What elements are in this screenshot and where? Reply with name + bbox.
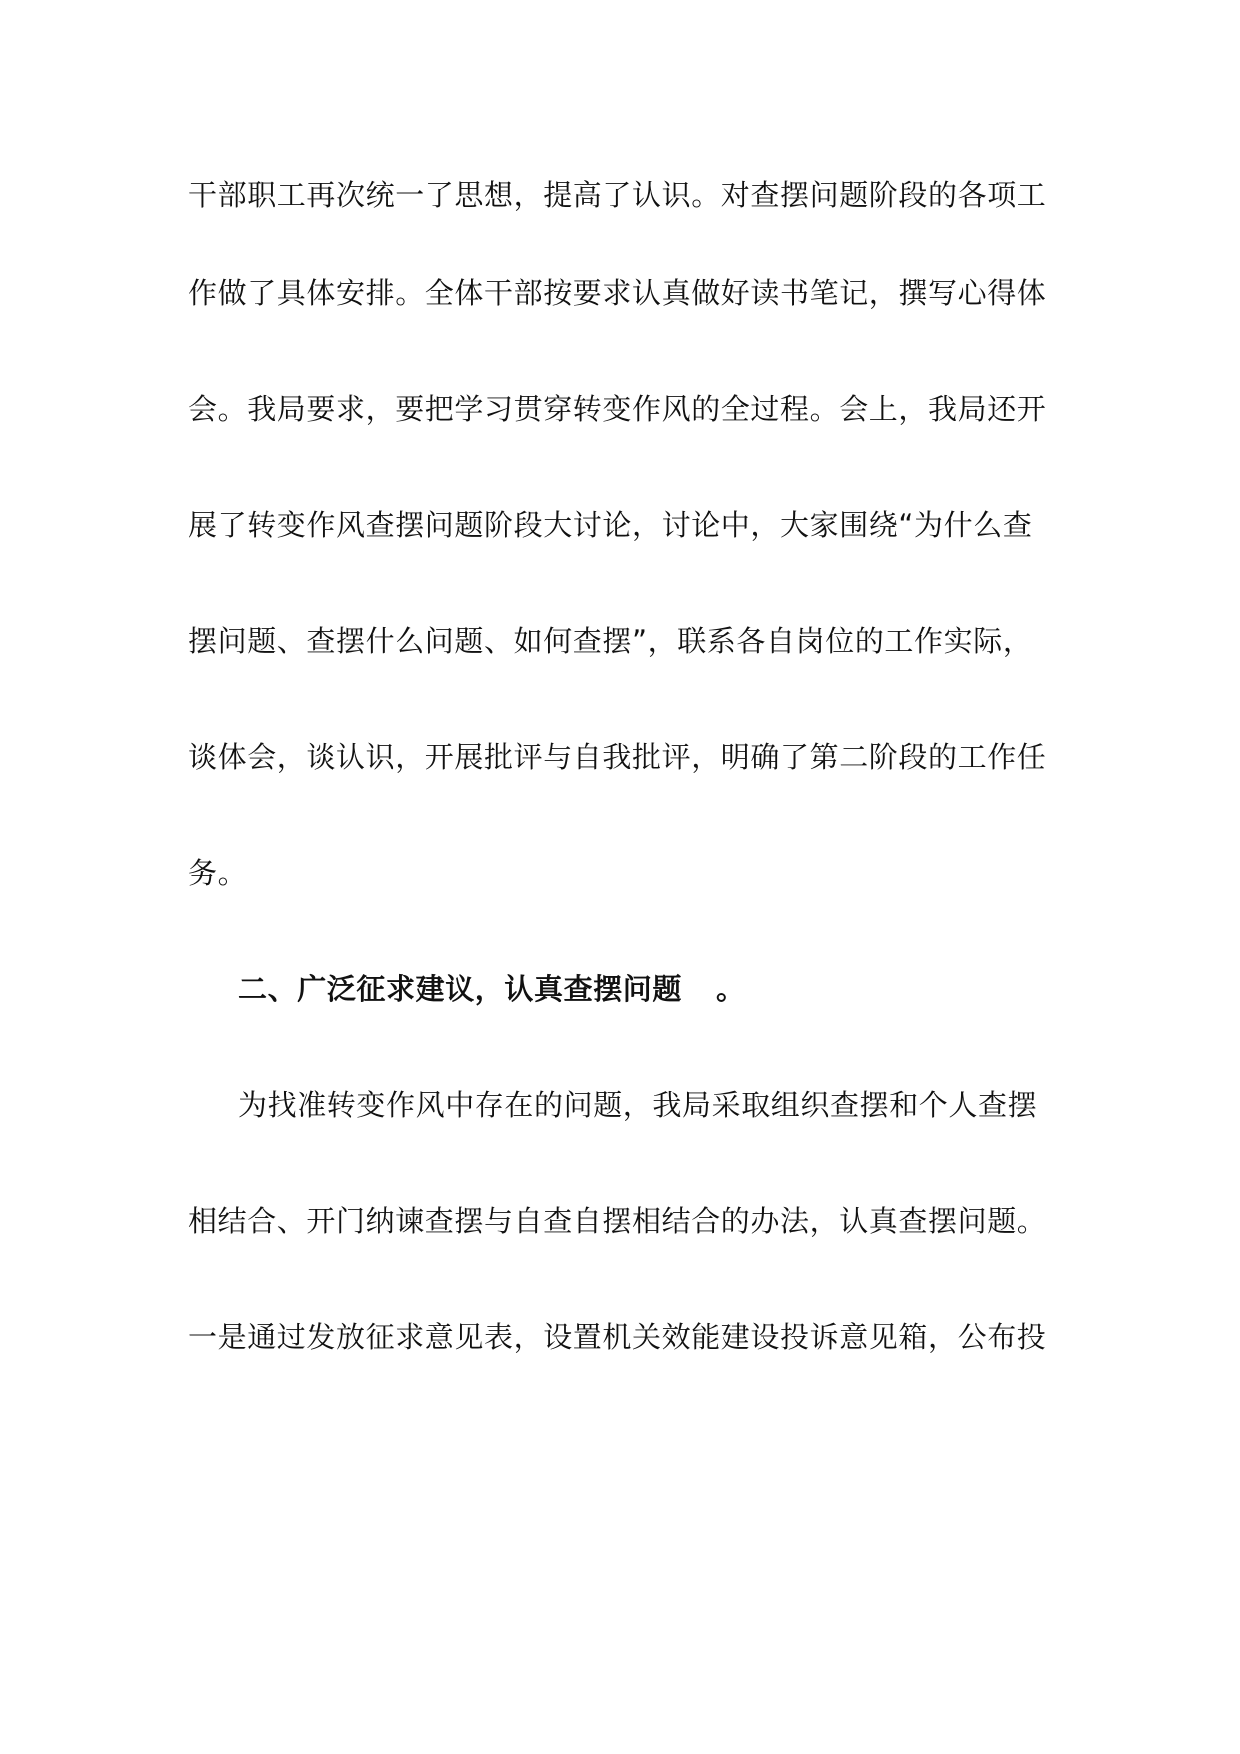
paragraph-line: 谈体会，谈认识，开展批评与自我批评，明确了第二阶段的工作任	[188, 740, 1047, 774]
paragraph-line: 务。	[188, 856, 248, 890]
section-heading-trail: 。	[716, 972, 746, 1006]
paragraph-line: 干部职工再次统一了思想，提高了认识。对查摆问题阶段的各项工	[188, 178, 1047, 212]
section-heading	[238, 969, 1058, 1009]
paragraph-line: 会。我局要求，要把学习贯穿转变作风的全过程。会上，我局还开	[188, 392, 1047, 426]
paragraph-line: 展了转变作风查摆问题阶段大讨论，讨论中，大家围绕“为什么查	[188, 508, 1033, 542]
paragraph-line: 为找准转变作风中存在的问题，我局采取组织查摆和个人查摆	[238, 1088, 1038, 1122]
paragraph-line: 摆问题、查摆什么问题、如何查摆”，联系各自岗位的工作实际，	[188, 624, 1033, 658]
section-heading-text: 二、广泛征求建议，认真查摆问题	[238, 972, 683, 1006]
paragraph-line: 作做了具体安排。全体干部按要求认真做好读书笔记，撰写心得体	[188, 276, 1047, 310]
paragraph-line: 相结合、开门纳谏查摆与自查自摆相结合的办法，认真查摆问题。	[188, 1204, 1047, 1238]
paragraph-line: 一是通过发放征求意见表，设置机关效能建设投诉意见箱，公布投	[188, 1320, 1047, 1354]
